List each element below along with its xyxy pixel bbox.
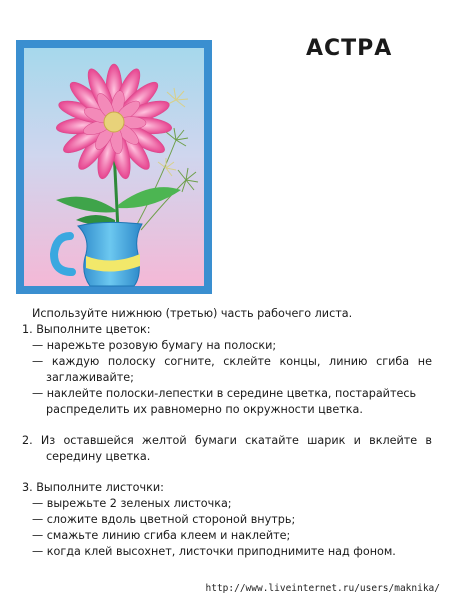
step3-item: — смажьте линию сгиба клеем и наклейте; xyxy=(32,529,291,542)
intro-line: Используйте нижнюю (третью) часть рабочего листа. xyxy=(32,307,353,320)
flower-center xyxy=(104,112,124,132)
step3-item: — когда клей высохнет, листочки приподнимите над фоном. xyxy=(32,545,396,558)
step1-item-continuation: заглаживайте; xyxy=(46,371,134,384)
step3-item: — вырежьте 2 зеленых листочка; xyxy=(32,497,232,510)
step1-item: — наклейте полоски-лепестки в середине цветка, постарайтесь xyxy=(32,387,417,400)
step1-heading: 1. Выполните цветок: xyxy=(22,323,151,336)
instructions xyxy=(22,306,432,560)
source-url: http://www.liveinternet.ru/users/maknika/ xyxy=(205,583,440,594)
step1-item: — нарежьте розовую бумагу на полоски; xyxy=(32,339,277,352)
step2-line-continuation: середину цветка. xyxy=(46,450,151,463)
page-title: АСТРА xyxy=(306,36,393,61)
step3-heading: 3. Выполните листочки: xyxy=(22,481,164,494)
aster-craft-picture xyxy=(16,40,212,294)
step2-line: 2. Из оставшейся желтой бумаги скатайте шарик и вклейте в xyxy=(22,434,432,447)
aster-illustration xyxy=(16,40,212,294)
step1-item-continuation: распределить их равномерно по окружности цветка. xyxy=(46,403,363,416)
step3-item: — сложите вдоль цветной стороной внутрь; xyxy=(32,513,296,526)
step1-item: — каждую полоску согните, склейте концы, линию сгиба не xyxy=(32,355,432,368)
